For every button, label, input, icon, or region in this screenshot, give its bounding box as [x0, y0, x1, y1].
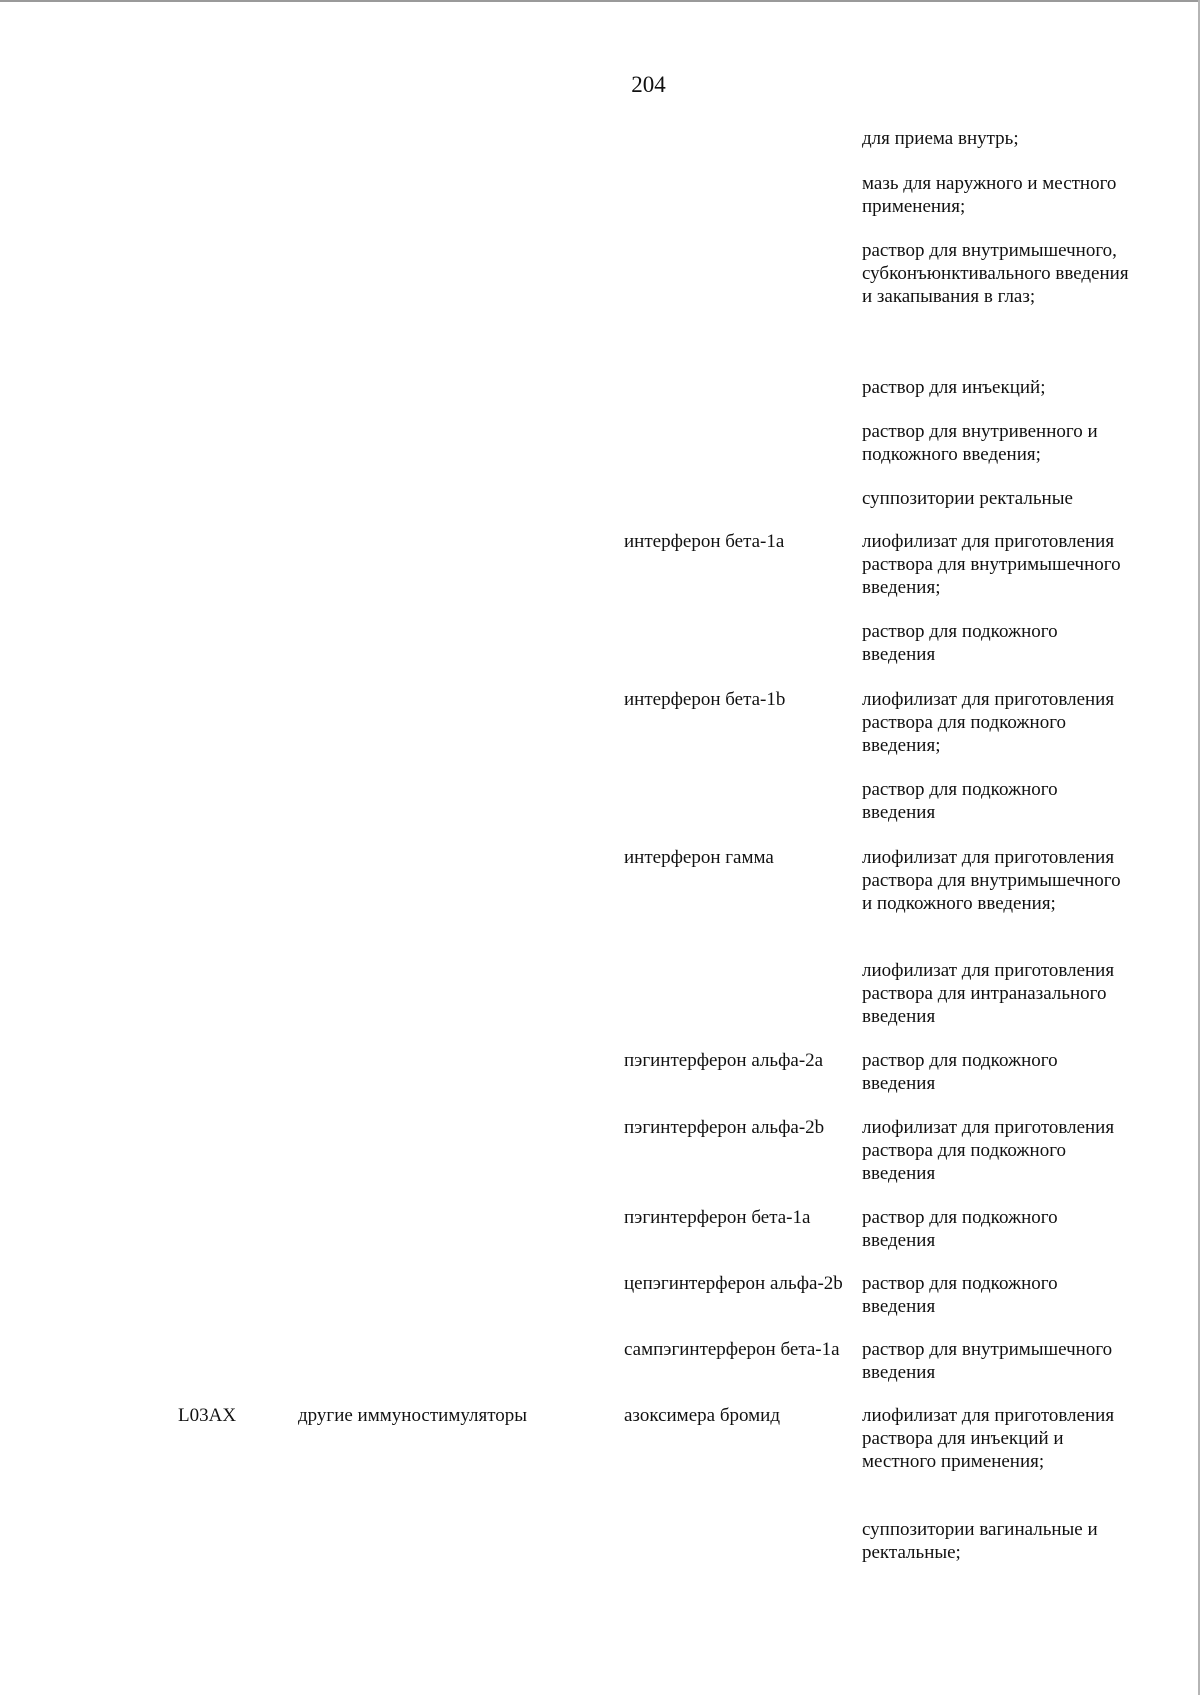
page-number: 204 — [631, 72, 666, 97]
dosage-form-cell: раствор для внутривенного и подкожного введения; — [862, 421, 1098, 465]
dosage-form-cell: лиофилизат для приготовления раствора для внутримышечного введения; — [862, 531, 1121, 598]
dosage-form-cell: лиофилизат для приготовления раствора для подкожного введения — [862, 1117, 1115, 1184]
dosage-form-cell: раствор для подкожного введения — [862, 1207, 1058, 1251]
dosage-form-cell: раствор для подкожного введения — [862, 621, 1058, 665]
dosage-form-cell: суппозитории ректальные — [862, 488, 1073, 509]
dosage-form-cell: для приема внутрь; — [862, 128, 1019, 149]
dosage-form-cell: раствор для внутримышечного, субконъюнктивального введения и закапывания в глаз; — [862, 240, 1129, 307]
drug-group-cell: другие иммуностимуляторы — [298, 1405, 528, 1426]
dosage-form-cell: лиофилизат для приготовления раствора для внутримышечного и подкожного введения; — [862, 847, 1121, 914]
dosage-form-cell: раствор для внутримышечного введения — [862, 1339, 1113, 1383]
drug-name-cell: пэгинтерферон альфа-2b — [624, 1117, 825, 1138]
drug-name-cell: интерферон бета-1b — [624, 689, 786, 710]
drug-name-cell: азоксимера бромид — [624, 1405, 780, 1426]
drug-name-cell: сампэгинтерферон бета-1a — [624, 1339, 840, 1360]
dosage-form-cell: раствор для инъекций; — [862, 377, 1046, 398]
dosage-form-cell: лиофилизат для приготовления раствора для интраназального введения — [862, 960, 1115, 1027]
drug-name-cell: интерферон бета-1a — [624, 531, 785, 552]
drug-name-cell: пэгинтерферон альфа-2a — [624, 1050, 824, 1071]
dosage-form-cell: суппозитории вагинальные и ректальные; — [862, 1519, 1098, 1563]
dosage-form-cell: раствор для подкожного введения — [862, 1273, 1058, 1317]
scan-edge-top — [0, 0, 1200, 2]
dosage-form-cell: раствор для подкожного введения — [862, 1050, 1058, 1094]
dosage-form-cell: лиофилизат для приготовления раствора для подкожного введения; — [862, 689, 1115, 756]
drug-name-cell: пэгинтерферон бета-1a — [624, 1207, 811, 1228]
dosage-form-cell: раствор для подкожного введения — [862, 779, 1058, 823]
dosage-form-cell: лиофилизат для приготовления раствора для инъекций и местного применения; — [862, 1405, 1115, 1472]
atc-code-cell: L03AX — [178, 1405, 237, 1426]
dosage-form-cell: мазь для наружного и местного применения; — [862, 173, 1117, 217]
drug-name-cell: цепэгинтерферон альфа-2b — [624, 1273, 843, 1294]
drug-name-cell: интерферон гамма — [624, 847, 774, 868]
